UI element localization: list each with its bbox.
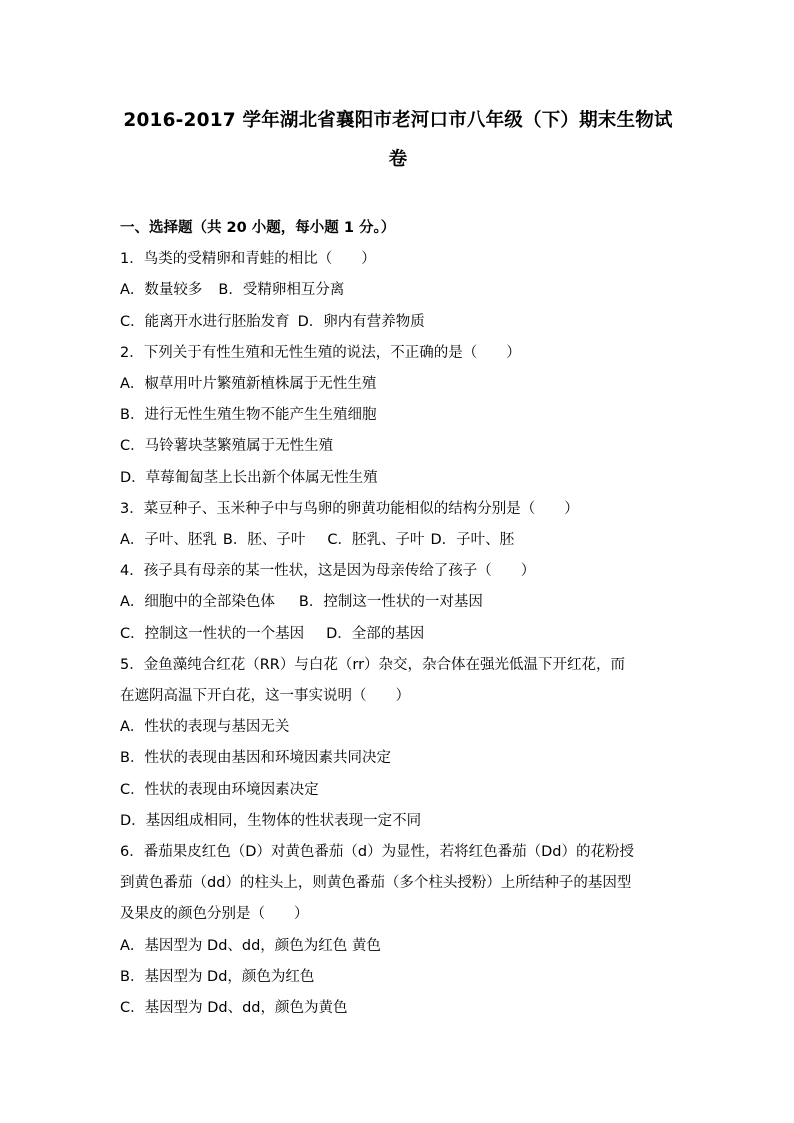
question-5-stem-line-1: 5．金鱼藻纯合红花（RR）与白花（rr）杂交，杂合体在强光低温下开红花，而 (120, 656, 626, 673)
question-3 (120, 494, 676, 556)
question-4 (120, 556, 676, 650)
question-1-option-c: C．能离开水进行胚胎发育 (120, 313, 290, 330)
question-6-stem-line-3: 及果皮的颜色分别是（ ） (120, 906, 309, 923)
question-1-option-d: D．卵内有营养物质 (297, 313, 425, 330)
question-4-option-b: B．控制这一性状的一对基因 (298, 594, 483, 611)
question-1-option-b: B．受精卵相互分离 (218, 282, 345, 299)
question-2-stem: 2．下列关于有性生殖和无性生殖的说法，不正确的是（ ） (120, 344, 521, 361)
question-5-option-a: A．性状的表现与基因无关 (120, 719, 290, 736)
question-4-stem: 4．孩子具有母亲的某一性状，这是因为母亲传给了孩子（ ） (120, 563, 536, 580)
question-1 (120, 244, 676, 338)
question-5 (120, 650, 676, 837)
question-4-option-d: D．全部的基因 (326, 625, 425, 642)
question-6-option-a: A．基因型为 Dd、dd，颜色为红色 黄色 (120, 937, 381, 954)
question-5-stem-line-2: 在遮阴高温下开白花，这一事实说明（ ） (120, 688, 410, 705)
question-5-option-b: B．性状的表现由基因和环境因素共同决定 (120, 750, 391, 767)
question-2-option-b: B．进行无性生殖生物不能产生生殖细胞 (120, 407, 377, 424)
question-2 (120, 338, 676, 494)
question-6-stem-line-1: 6．番茄果皮红色（D）对黄色番茄（d）为显性，若将红色番茄（Dd）的花粉授 (120, 844, 634, 861)
question-6-stem-line-2: 到黄色番茄（dd）的柱头上，则黄色番茄（多个柱头授粉）上所结种子的基因型 (120, 875, 632, 892)
question-6-option-c: C．基因型为 Dd、dd，颜色为黄色 (120, 1000, 348, 1017)
question-2-option-d: D．草莓匍匐茎上长出新个体属无性生殖 (120, 469, 378, 486)
question-3-stem: 3．菜豆种子、玉米种子中与鸟卵的卵黄功能相似的结构分别是（ ） (120, 500, 579, 517)
question-6-option-b: B．基因型为 Dd，颜色为红色 (120, 968, 315, 985)
document-title (120, 0, 676, 179)
question-5-option-d: D．基因组成相同，生物体的性状表现一定不同 (120, 812, 422, 829)
question-2-option-c: C．马铃薯块茎繁殖属于无性生殖 (120, 438, 334, 455)
question-3-options (120, 525, 676, 556)
question-3-option-c: C．胚乳、子叶 (327, 532, 425, 549)
question-5-option-c: C．性状的表现由环境因素决定 (120, 781, 319, 798)
question-1-options-row-1 (120, 275, 676, 306)
question-4-options-row-2 (120, 619, 676, 650)
question-4-options-row-1 (120, 587, 676, 618)
question-3-option-b: B．胚、子叶 (222, 532, 306, 549)
question-4-option-c: C．控制这一性状的一个基因 (120, 625, 305, 642)
question-1-option-a: A．数量较多 (120, 282, 203, 299)
section-heading: 一、选择题（共 20 小题，每小题 1 分。） (120, 220, 396, 236)
question-1-options-row-2 (120, 307, 676, 338)
question-1-stem: 1．鸟类的受精卵和青蛙的相比（ ） (120, 251, 376, 268)
question-3-option-d: D．子叶、胚 (430, 532, 515, 549)
title-line-1: 2016-2017 学年湖北省襄阳市老河口市八年级（下）期末生物试 (123, 110, 673, 131)
question-6 (120, 837, 676, 1024)
question-2-option-a: A．椒草用叶片繁殖新植株属于无性生殖 (120, 376, 377, 393)
title-line-2: 卷 (388, 149, 408, 170)
question-3-option-a: A．子叶、胚乳 (120, 532, 217, 549)
question-4-option-a: A．细胞中的全部染色体 (120, 594, 275, 611)
